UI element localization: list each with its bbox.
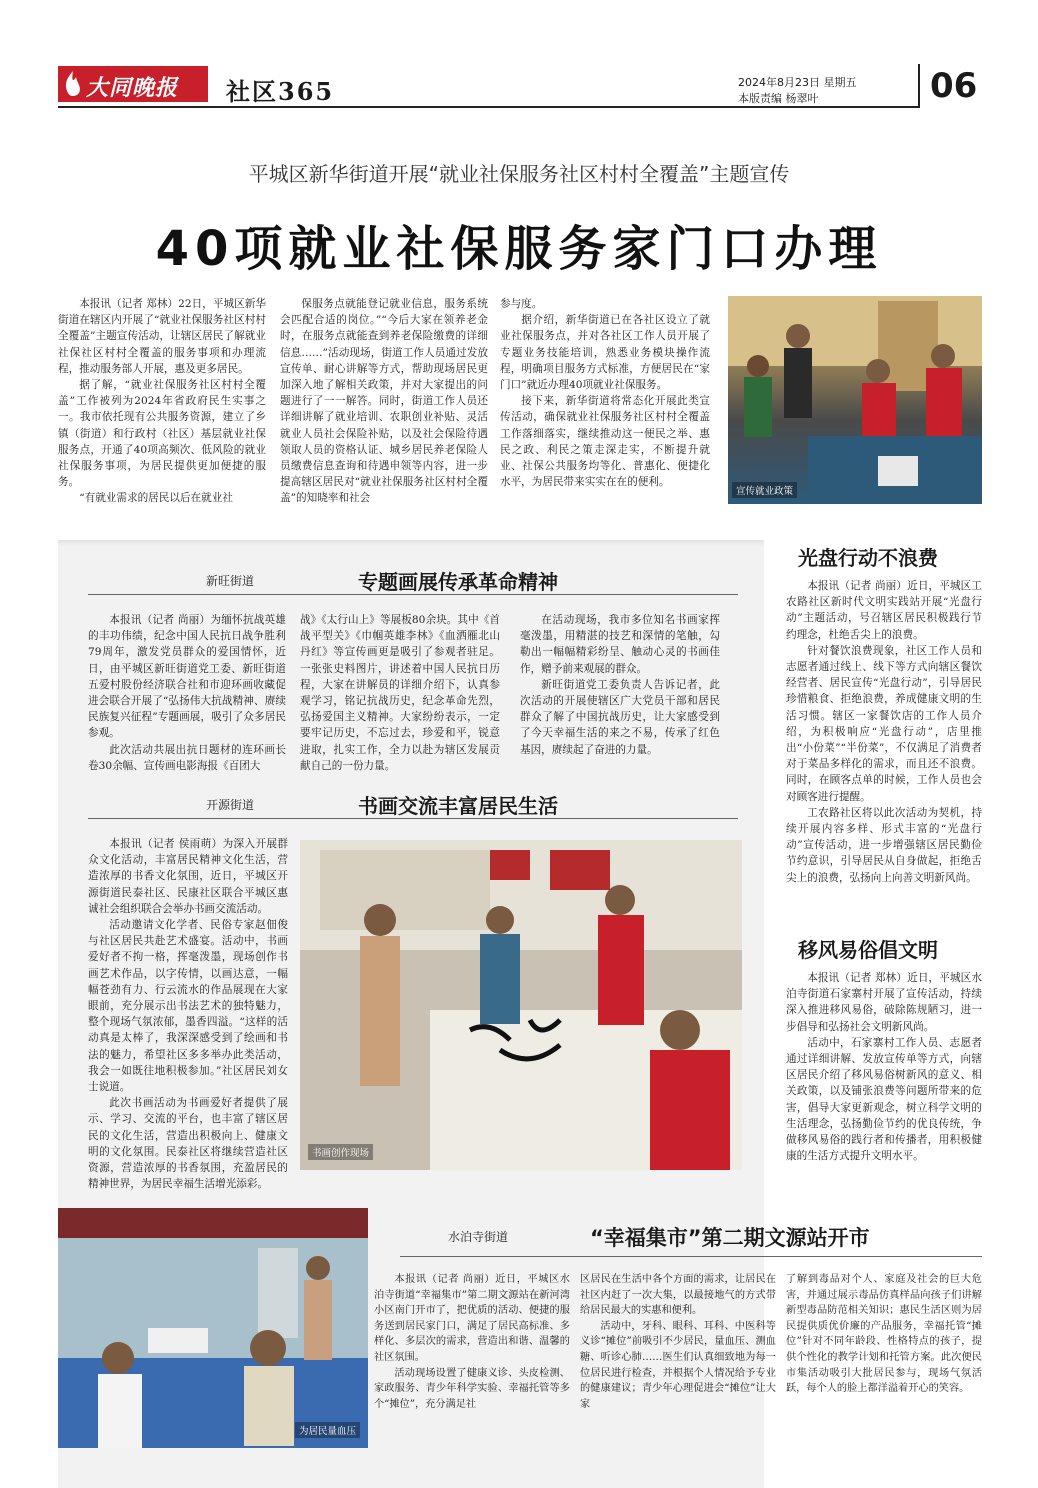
calligraphy-headline: 书画交流丰富居民生活 — [358, 794, 558, 818]
calligraphy-photo — [300, 840, 742, 1170]
customs-headline: 移风易俗倡文明 — [798, 938, 938, 962]
market-column-3: 了解到毒品对个人、家庭及社会的巨大危害，并通过展示毒品仿真样品向孩子们讲解新型毒品防范相关知识；惠民生活区则为居民提供质优价廉的产品服务，幸福托管“摊位”针对不同年龄段、性格特点的孩子，提供个性化的教学计划和托管方案。此次便民市集活动吸引大批居民参与，现场气氛活跃，每个人的脸上都洋溢着开心的笑容。 — [786, 1274, 982, 1395]
page-number: 06 — [930, 66, 978, 106]
lead-column-2: 保服务点就能登记就业信息，服务系统会匹配合适的岗位。”“今后大家在领养老金时，在服务点就能查到养老保险缴费的详细信息……”活动现场，街道工作人员通过发放宣传单、耐心讲解等方式，帮助现场居民更加深入地了解相关政策，并对大家提出的问题进行了一一解答。同时，街道工作人员还详细讲解了就业培训、农职创业补贴、灵活就业人员社会保险补贴，以及社会保险待遇领取人员的资格认证、城乡居民养老保险人员缴费信息查询和待遇申领等内容，进一步提高辖区居民对“就业社保服务社区村村全覆盖”的知晓率和社会 — [280, 298, 488, 505]
market-column-2: 区居民在生活中各个方面的需求，让居民在社区内赶了一次大集，以最接地气的方式带给居民最大的实惠和便利。 活动中，牙科、眼科、耳科、中医科等义诊“摊位”前吸引不少居民，量血压、测血糖、听诊心肺……医生们认真细致地为每一位居民进行检查，并根据个人情况给予专业的健康建议；青少年心理促进会“摊位”让大家 — [580, 1274, 776, 1410]
plate-text: 本报讯（记者 尚丽）近日，平城区工农路社区新时代文明实践站开展“光盘行动”主题活动，号召辖区居民积极践行节约理念，杜绝舌尖上的浪费。 针对餐饮浪费现象，社区工作人员和志愿者通过线上、线下等方式向辖区餐饮经营者、居民宣传“光盘行动”，引导居民珍惜粮食、拒绝浪费，养成健康文明的生活习惯。辖区一家餐饮店的工作人员介绍，为积极响应“光盘行动”，店里推出“小份菜”“半份菜”，不仅满足了消费者对于菜品多样化的需求，而且还不浪费。同时，在顾客点单的时候，工作人员也会对顾客进行提醒。 工农路社区将以此次活动为契机，持续开展内容多样、形式丰富的“光盘行动”宣传活动，进一步增强辖区居民勤俭节约意识，引导居民从自身做起，拒绝舌尖上的浪费，弘扬向上向善文明新风尚。 — [786, 580, 982, 884]
customs-text: 本报讯（记者 郑林）近日，平城区水泊寺街道石家寨村开展了宣传活动，持续深入推进移风易俗，破除陈规陋习，进一步倡导和弘扬社会文明新风尚。 活动中，石家寨村工作人员、志愿者通过详细讲解、发放宣传单等方式，向辖区居民介绍了移风易俗树新风的意义、相关政策，以及铺张浪费等问题所带来的危害，倡导大家更新观念，树立科学文明的生活理念，弘扬勤俭节约的优良传统，争做移风易俗的践行者和传播者，用积极健康的生活方式提升文明水平。 — [786, 972, 982, 1163]
exhibit-street: 新旺街道 — [206, 574, 255, 588]
lead-headline: 40项就业社保服务家门口办理 — [155, 221, 883, 277]
market-photo-caption: 为居民量血压 — [295, 1422, 360, 1438]
market-photo — [58, 1208, 368, 1448]
calligraphy-street: 开源街道 — [206, 798, 255, 812]
page-editor: 本版责编 杨翠叶 — [738, 92, 819, 105]
flame-logo-icon — [62, 69, 84, 99]
newspaper-logo: 大同晚报 — [58, 66, 208, 102]
issue-date: 2024年8月23日 星期五 — [738, 76, 857, 89]
exhibit-headline: 专题画展传承革命精神 — [358, 570, 558, 594]
market-street: 水泊寺街道 — [448, 1230, 509, 1244]
lead-photo — [728, 296, 982, 504]
exhibit-column-1: 本报讯（记者 尚丽）为缅怀抗战英雄的丰功伟绩，纪念中国人民抗日战争胜利79周年，激发党员群众的爱国情怀，近日，由平城区新旺街道党工委、新旺街道五爱村股份经济联合社和市迎环画收藏促进会联合开展了“弘扬伟大抗战精神、赓续民族复兴征程”专题画展，吸引了众多居民参观。 此次活动共展出抗日题材的连环画长卷30余幅、宣传画电影海报《百团大 — [88, 614, 286, 772]
market-headline: “幸福集市”第二期文源站开市 — [590, 1226, 870, 1250]
plate-headline: 光盘行动不浪费 — [798, 546, 938, 570]
exhibit-column-3: 在活动现场，我市多位知名书画家挥毫泼墨，用精湛的技艺和深情的笔触，勾勒出一幅幅精彩纷呈、触动心灵的书画佳作，赠予前来观展的群众。 新旺街道党工委负责人告诉记者，此次活动的开展使辖区广大党员干部和居民群众了解了中国抗战历史，让大家感受到了今天幸福生活的来之不易，传承了红色基因，赓续起了奋进的力量。 — [520, 614, 720, 756]
lead-column-1: 本报讯（记者 郑林）22日，平城区新华街道在辖区内开展了“就业社保服务社区村村全覆盖”主题宣传活动，让辖区居民了解就业社保社区村村全覆盖的服务事项和办理流程，推动服务部人开展，惠及更多居民。 据了解，“就业社保服务社区村村全覆盖”工作被列为2024年省政府民生实事之一。我市依托现有公共服务资源，建立了乡镇（街道）和行政村（社区）基层就业社保服务点，开通了40项高频次、低风险的就业社保服务事项，为居民提供更加便捷的服务。 “有就业需求的居民以后在就业社 — [58, 298, 266, 505]
calligraphy-column: 本报讯（记者 侯雨萌）为深入开展群众文化活动，丰富居民精神文化生活，营造浓厚的书香文化氛围，近日，平城区开源街道民泰社区、民康社区联合平城区惠诚社会组织联合会举办书画交流活动。 活动邀请文化学者、民俗专家赵佃俊与社区居民共赴艺术盛宴。活动中，书画爱好者不拘一格，挥毫泼墨，现场创作书画艺术作品，以字传情，以画达意，一幅幅苍劲有力、行云流水的作品展现在大家眼前，充分展示出书法艺术的独特魅力，整个现场气氛浓郁，墨香四溢。“这样的活动真是太棒了，我深深感受到了绘画和书法的魅力，希望社区多多举办此类活动，我会一如既往地积极参加。”社区居民刘女士说道。 此次书画活动为书画爱好者提供了展示、学习、交流的平台，也丰富了辖区居民的文化生活，营造出积极向上、健康文明的文化氛围。民泰社区将继续营造社区资源，营造浓厚的书香氛围，充盈居民的精神世界，为居民幸福生活增光添彩。 — [88, 838, 288, 1191]
lead-kicker: 平城区新华街道开展“就业社保服务社区村村全覆盖”主题宣传 — [248, 162, 790, 186]
exhibit-column-2: 战》《太行山上》等展板80余块。其中《首战平型关》《巾帼英雄李林》《血洒雁北山丹红》等宣传画更是吸引了参观者驻足。一张张史料图片，讲述着中国人民抗日历程，大家在讲解员的详细介绍下，认真参观学习，铭记抗战历史，纪念革命先烈，弘扬爱国主义精神。大家纷纷表示，一定要牢记历史，不忘过去，珍爱和平，锐意进取，扎实工作，全力以赴为辖区发展贡献自己的一份力量。 — [300, 614, 500, 772]
calligraphy-photo-caption: 书画创作现场 — [308, 1144, 373, 1160]
lead-column-3: 参与度。 据介绍，新华街道已在各社区设立了就业社保服务点，并对各社区工作人员开展了专题业务技能培训，熟悉业务模块操作流程，明确项目服务方式标准，方便居民在“家门口”就近办理40项就业社保服务。 接下来，新华街道将常态化开展此类宣传活动，确保就业社保服务社区村村全覆盖工作落细落实，继续推动这一便民之举、惠民之政、利民之策走深走实，不断提升就业、社保公共服务均等化、普惠化、便捷化水平，为居民带来实实在在的便利。 — [500, 298, 710, 489]
lead-photo-caption: 宣传就业政策 — [732, 482, 797, 498]
market-column-1: 本报讯（记者 尚丽）近日，平城区水泊寺街道“幸福集市”第二期文源站在新河湾小区南门开市了，把优质的活动、便捷的服务送到居民家门口，满足了居民高标准、多样化、多层次的需求，营造出和谐、温馨的社区氛围。 活动现场设置了健康义诊、头皮检测、家政服务、青少年科学实验、幸福托管等多个“摊位”，充分满足社 — [374, 1274, 570, 1410]
masthead — [58, 62, 980, 108]
section-name: 社区365 — [226, 77, 335, 106]
